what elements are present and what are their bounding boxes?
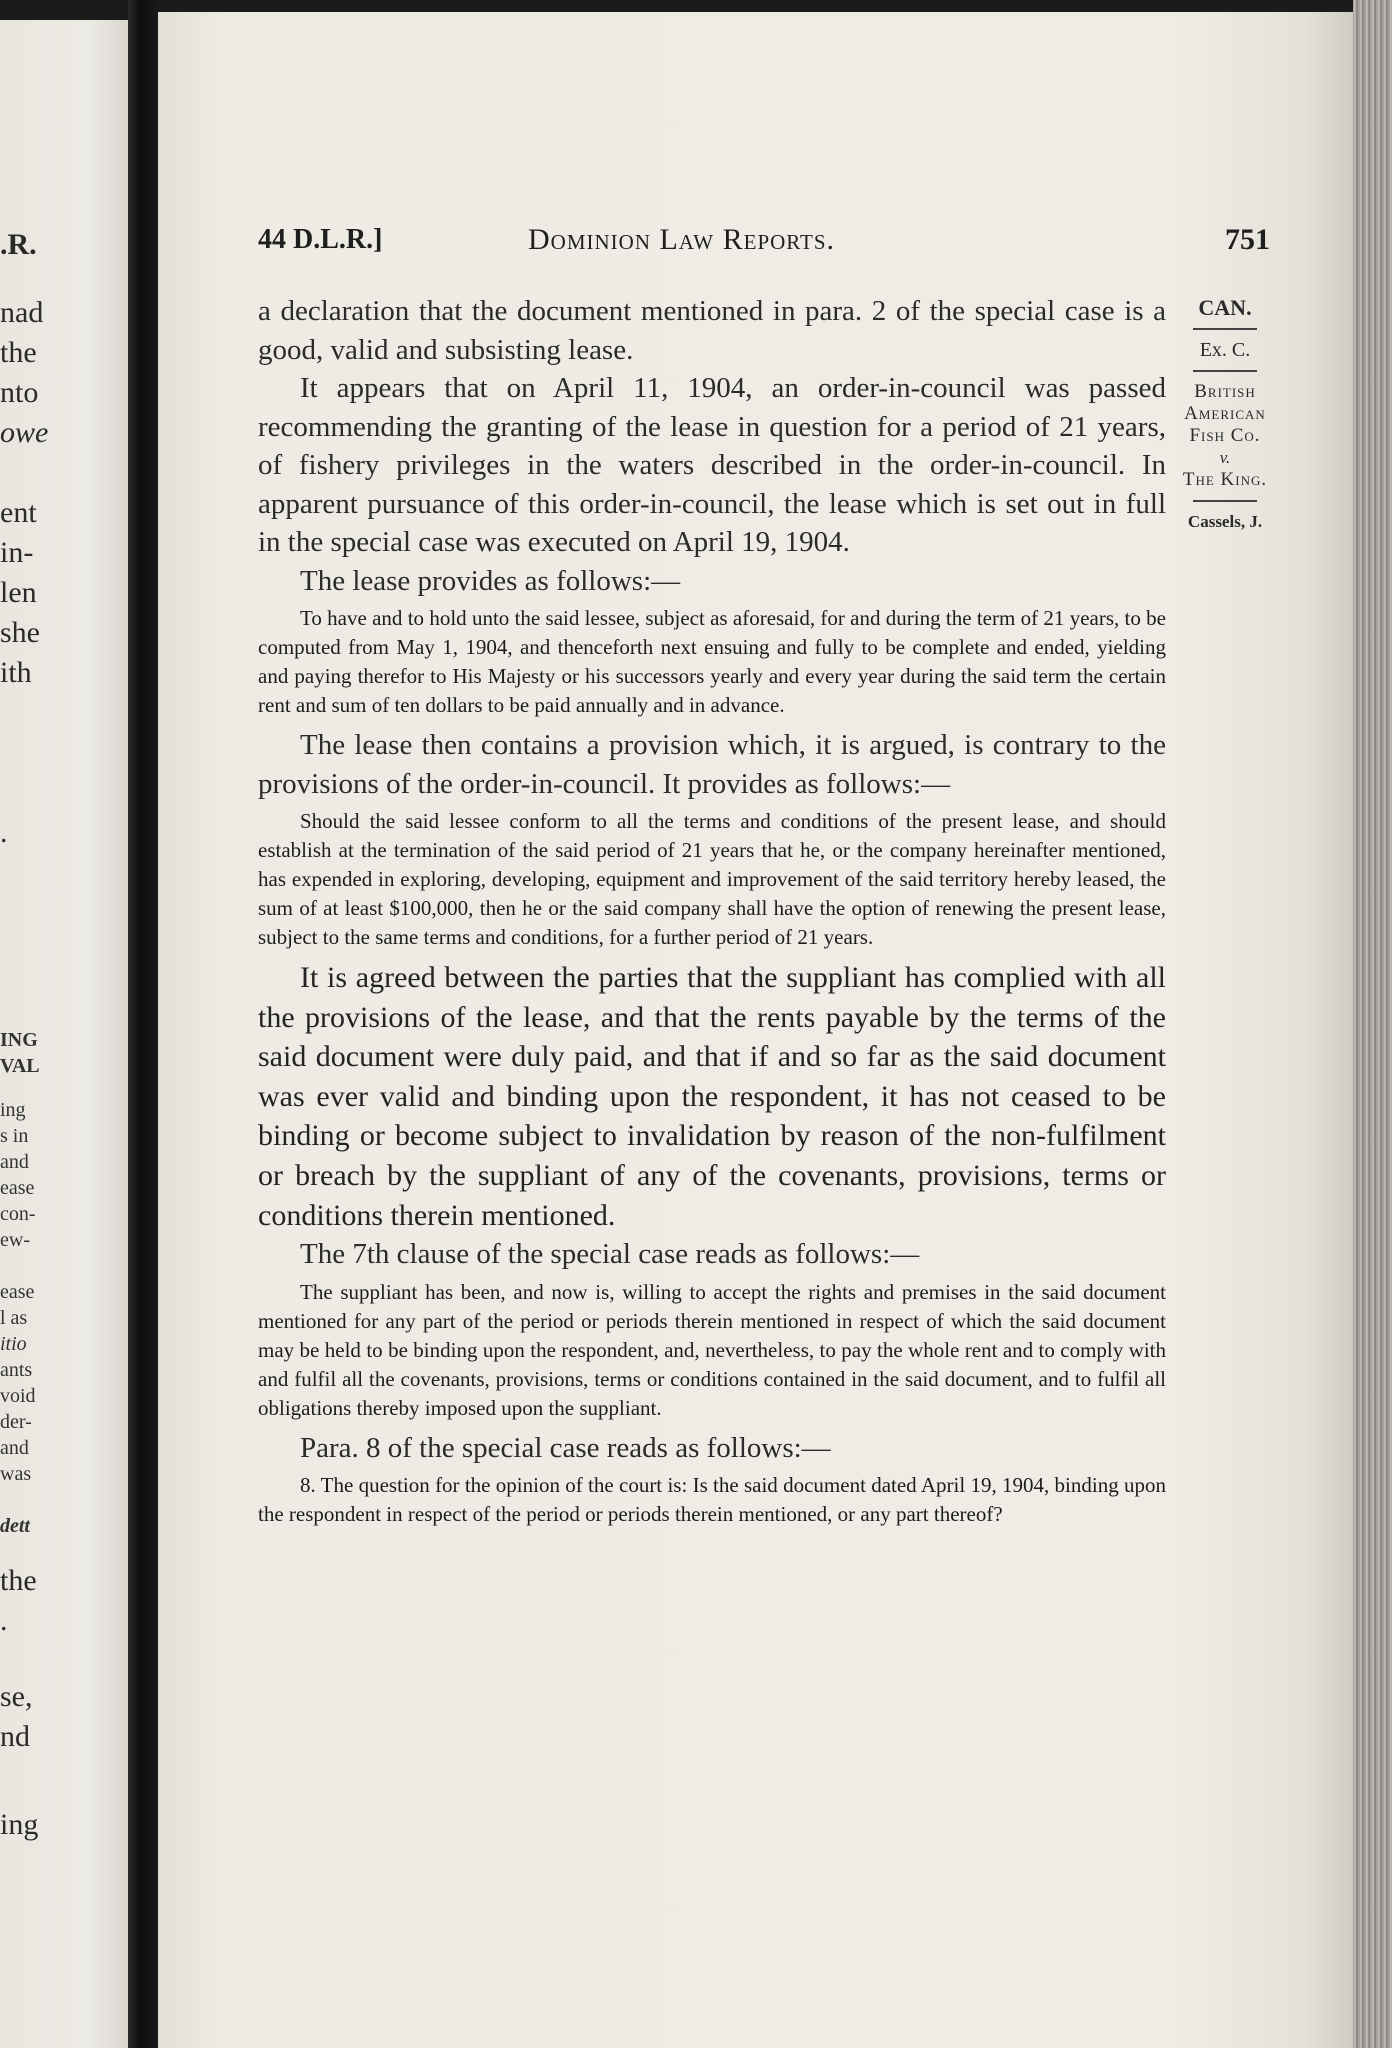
left-page-text: the	[0, 1564, 37, 1597]
left-page-text: in-	[0, 536, 34, 569]
book-page	[158, 12, 1353, 2048]
left-page-text: con-	[0, 1203, 36, 1225]
margin-judge: Cassels, J.	[1187, 512, 1263, 531]
left-page-text: VAL	[0, 1055, 40, 1077]
left-page-text: nd	[0, 1720, 30, 1753]
left-page-text: the	[0, 336, 37, 369]
margin-case-name: British	[1194, 381, 1256, 402]
left-page-text: .R.	[0, 228, 37, 261]
left-page-text: ew-	[0, 1229, 30, 1251]
left-page-text: nad	[0, 296, 44, 329]
margin-divider	[1193, 500, 1257, 502]
left-page-text: and	[0, 1151, 29, 1173]
left-page-text: was	[0, 1463, 32, 1485]
left-page-text: ent	[0, 496, 37, 529]
left-page-text: .	[0, 1604, 8, 1637]
margin-case-name: Fish Co.	[1189, 425, 1261, 446]
left-page-text: s in	[0, 1125, 29, 1147]
left-page-text: dett	[0, 1515, 30, 1537]
left-page-text: owe	[0, 416, 49, 449]
paragraph: The lease provides as follows:—	[300, 564, 681, 597]
left-page-text: ants	[0, 1359, 33, 1381]
block-quote: The suppliant has been, and now is, willing to accept the rights and premises in the said document mentioned for any part of the period or periods therein mentioned in respect of which the said document may be held to be binding upon the respondent, and, nevertheless, to pay the whole rent and to comply with and fulfil all the covenants, provisions, terms or conditions contained in the said document, and to fulfil all obligations thereby imposed upon the suppliant.	[258, 1279, 1166, 1420]
block-quote: Should the said lessee conform to all the terms and conditions of the present lease, and should establish at the termination of the said period of 21 years that he, or the company hereinafter mentioned, has expended in exploring, developing, equipment and improvement of the said territory hereby leased, the sum of at least $100,000, then he or the said company shall have the option of renewing the present lease, subject to the same terms and conditions, for a further period of 21 years.	[258, 809, 1166, 949]
margin-notes	[1170, 297, 1280, 533]
left-page-text: .	[0, 816, 8, 849]
page-edges	[1353, 0, 1392, 2048]
paragraph: The lease then contains a provision which, it is argued, is contrary to the provisions of the order-in-council. It provides as follows:—	[258, 729, 1166, 800]
left-page-text: se,	[0, 1680, 33, 1713]
margin-case-name: American	[1184, 403, 1266, 424]
left-page-text: der-	[0, 1411, 32, 1433]
left-page-text: she	[0, 616, 40, 649]
left-page-text: itio	[0, 1333, 27, 1355]
left-page-text: ing	[0, 1808, 39, 1841]
margin-case-name: The King.	[1182, 469, 1268, 490]
left-page-text: len	[0, 576, 37, 609]
paragraph: The 7th clause of the special case reads as follows:—	[300, 1238, 920, 1271]
left-page-text: void	[0, 1385, 36, 1407]
left-page-text: ing	[0, 1099, 26, 1121]
margin-versus: v.	[1219, 448, 1231, 467]
book-gutter	[128, 0, 158, 2048]
left-page-text: ease	[0, 1281, 35, 1303]
left-page-text: l as	[0, 1307, 28, 1329]
block-quote: To have and to hold unto the said lessee, subject as aforesaid, for and during the term of 21 years, to be computed from May 1, 1904, and thenceforth next ensuing and fully to be complete and ended, yielding and paying therefor to His Majesty or his successors yearly and every year during the said term the certain rent and sum of ten dollars to be paid annually and in advance.	[258, 606, 1166, 717]
left-page-text: ease	[0, 1177, 35, 1199]
facing-page-fragment	[0, 20, 128, 2048]
running-head-volume: 44 D.L.R.]	[258, 224, 383, 255]
running-head-title: Dominion Law Reports.	[528, 223, 836, 256]
body-text	[258, 292, 1166, 1535]
paragraph: Para. 8 of the special case reads as follows:—	[300, 1431, 831, 1464]
left-page-text: ith	[0, 656, 32, 689]
margin-court: Ex. C.	[1199, 339, 1251, 361]
paragraph: a declaration that the document mentioned in para. 2 of the special case is a good, valid and subsisting lease.	[258, 295, 1166, 366]
margin-divider	[1193, 328, 1257, 330]
left-page-text: nto	[0, 376, 39, 409]
margin-jurisdiction: CAN.	[1198, 295, 1252, 320]
margin-divider	[1193, 370, 1257, 372]
page-number: 751	[1225, 223, 1270, 256]
left-page-text: and	[0, 1437, 29, 1459]
block-quote: 8. The question for the opinion of the court is: Is the said document dated April 19, 1904, binding upon the respondent in respect of the period or periods therein mentioned, or any part thereof?	[258, 1473, 1166, 1527]
left-page-text: ING	[0, 1029, 38, 1051]
paragraph: It is agreed between the parties that the suppliant has complied with all the provisions of the lease, and that the rents payable by the terms of the said document were duly paid, and that if and so far as the said document was ever valid and binding upon the respondent, it has not ceased to be binding or become subject to invalidation by reason of the non-fulfilment or breach by the suppliant of any of the covenants, provisions, terms or conditions therein mentioned.	[258, 961, 1166, 1232]
paragraph: It appears that on April 11, 1904, an order-in-council was passed recommending the granting of the lease in question for a period of 21 years, of fishery privileges in the waters described in the order-in-council. In apparent pursuance of this order-in-council, the lease which is set out in full in the special case was executed on April 19, 1904.	[258, 372, 1166, 558]
